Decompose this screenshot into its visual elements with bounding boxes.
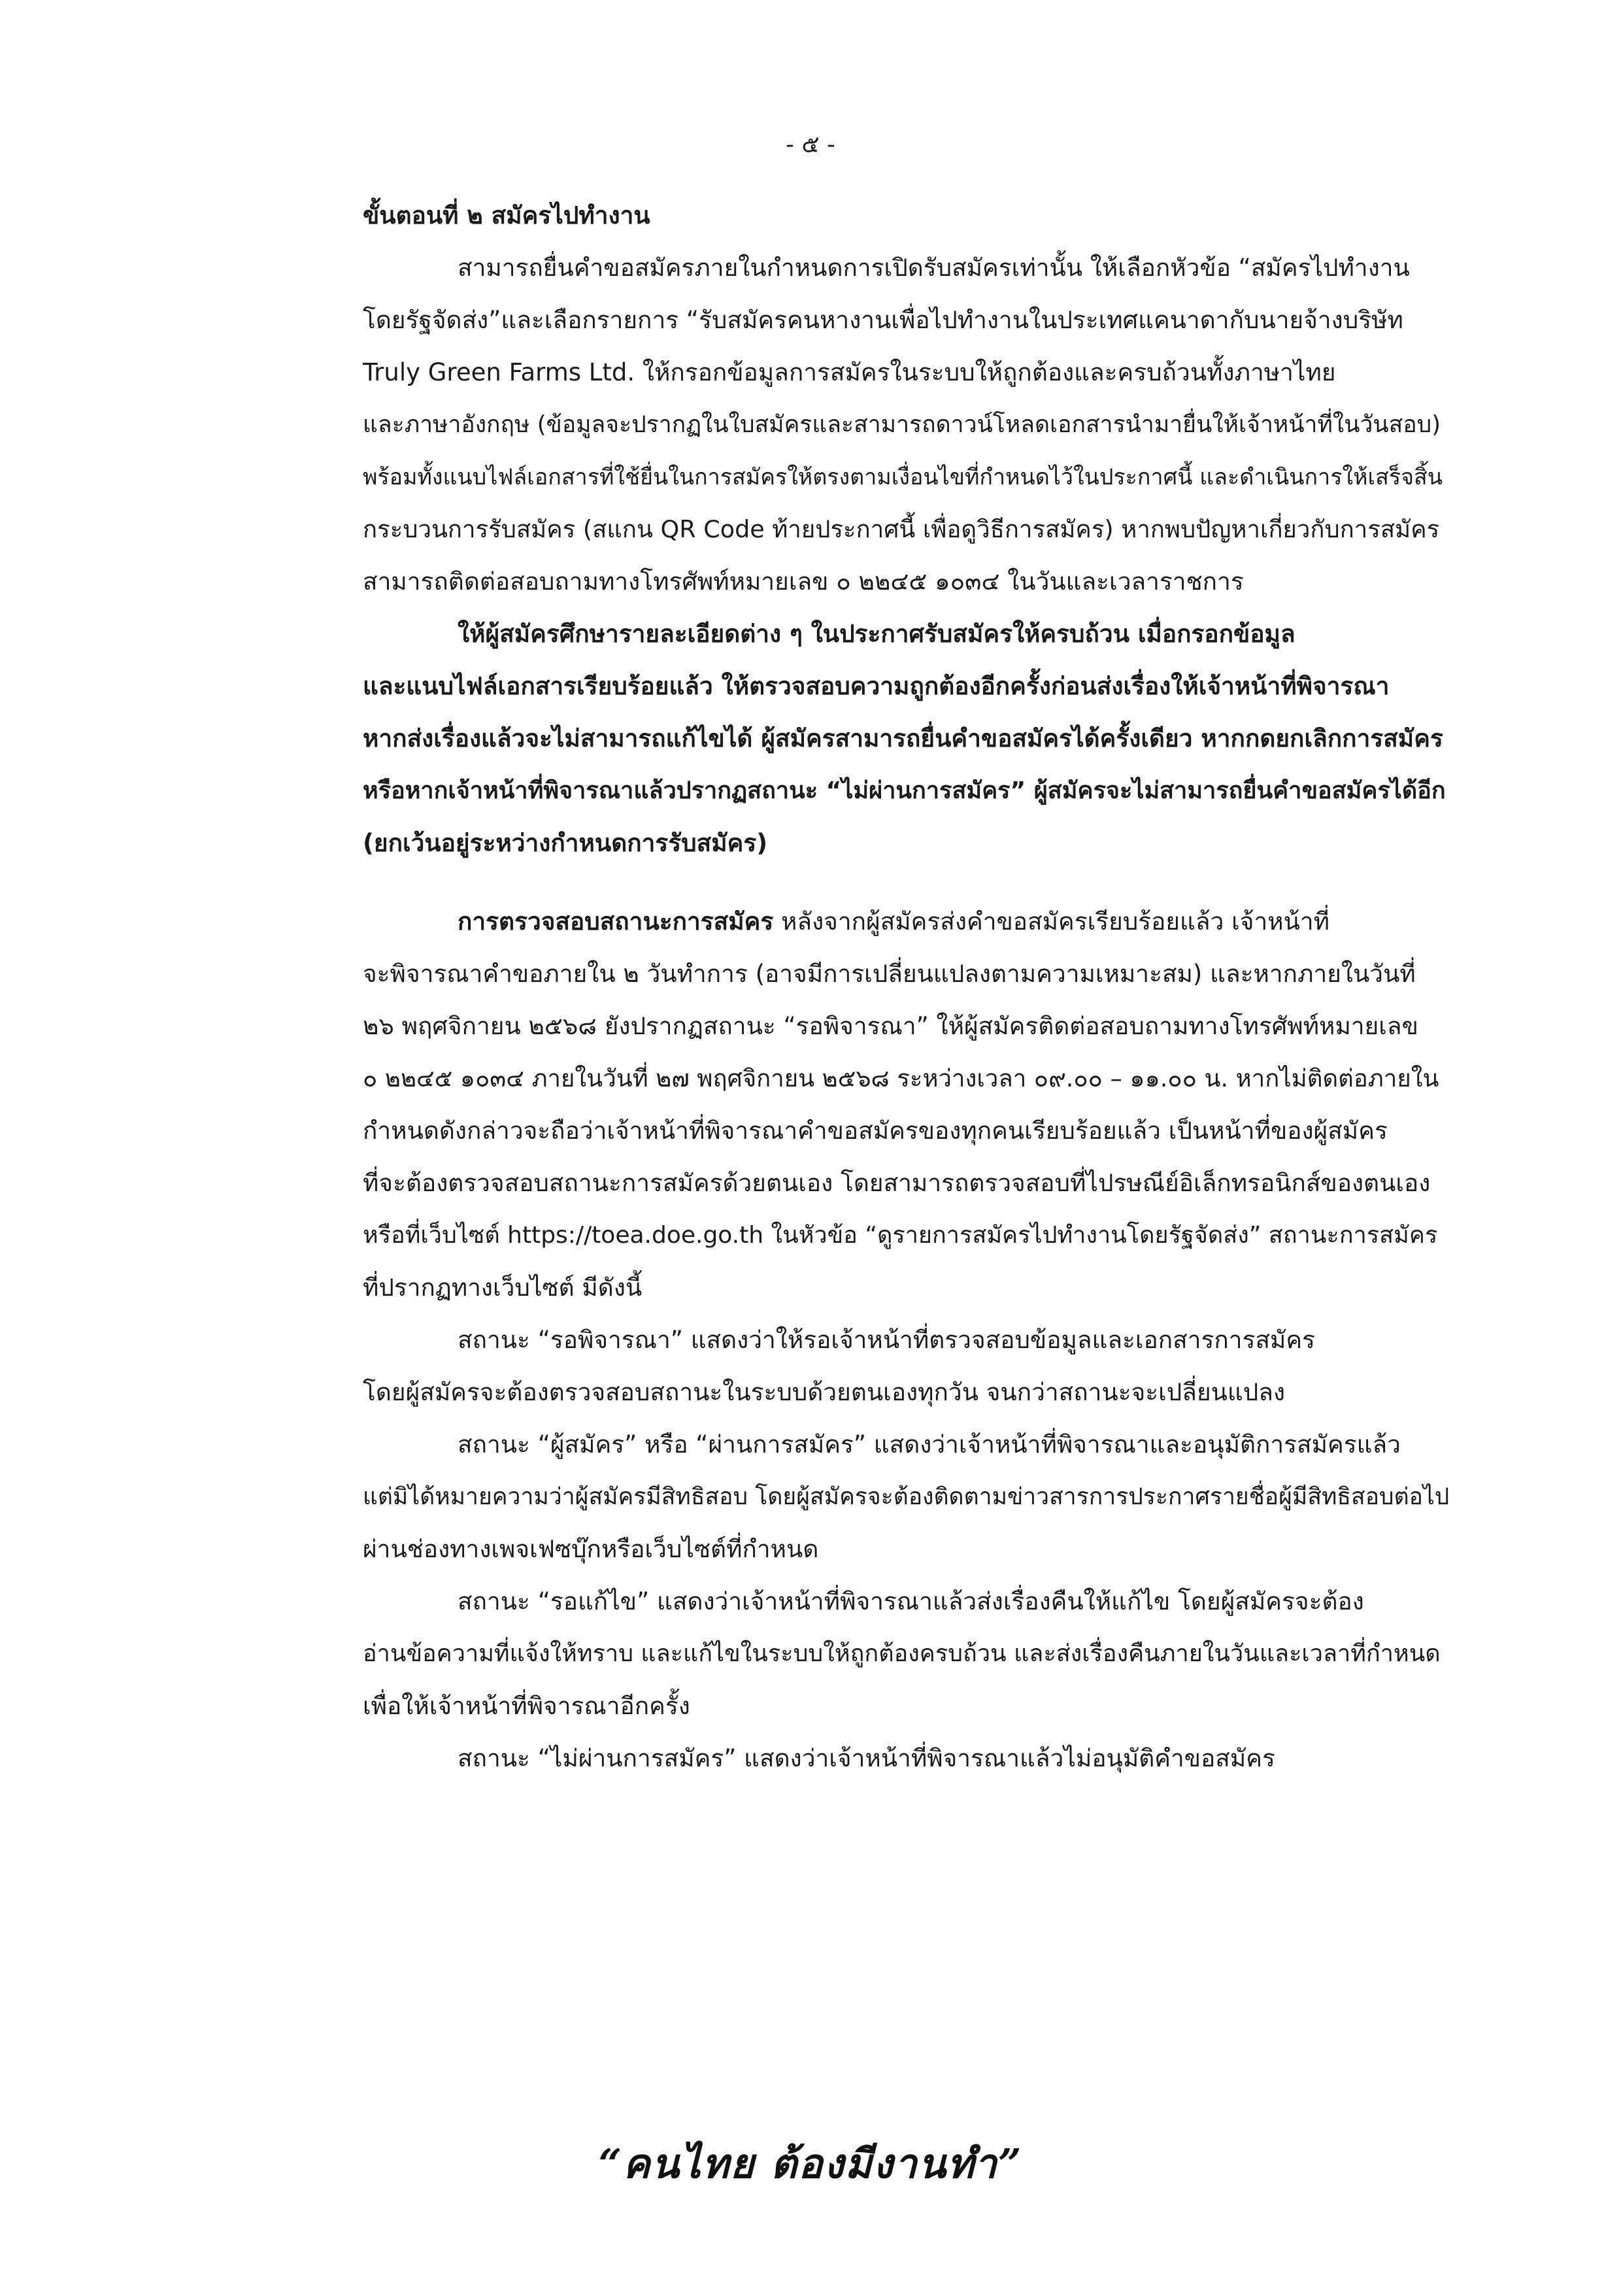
paragraph-line: สามารถติดต่อสอบถามทางโทรศัพท์หมายเลข ๐ ๒๒๔๕ ๑๐๓๔ ในวันและเวลาราชการ: [363, 567, 1244, 596]
status-pending: [363, 1321, 1451, 1425]
status-line: โดยผู้สมัครจะต้องตรวจสอบสถานะในระบบด้วยตนเองทุกวัน จนกว่าสถานะจะเปลี่ยนแปลง: [363, 1378, 1286, 1406]
status-line: อ่านข้อความที่แจ้งให้ทราบ และแก้ไขในระบบให้ถูกต้องครบถ้วน และส่งเรื่องคืนภายในวันและเวลาที่กำหนด: [363, 1640, 1441, 1667]
status-line: สถานะ “รอพิจารณา” แสดงว่าให้รอเจ้าหน้าที่ตรวจสอบข้อมูลและเอกสารการสมัคร: [458, 1326, 1316, 1354]
status-check-section: [363, 902, 1451, 1321]
warning-line: หรือหากเจ้าหน้าที่พิจารณาแล้วปรากฏสถานะ “ไม่ผ่านการสมัคร” ผู้สมัครจะไม่สามารถยื่นคำขอสมัครได้อีก: [363, 777, 1446, 804]
section-gap: [363, 876, 1451, 902]
paragraph-line: ที่จะต้องตรวจสอบสถานะการสมัครด้วยตนเอง โดยสามารถตรวจสอบที่ไปรษณีย์อิเล็กทรอนิกส์ของตนเอง: [363, 1169, 1431, 1197]
warning-line: หากส่งเรื่องแล้วจะไม่สามารถแก้ไขได้ ผู้สมัครสามารถยื่นคำขอสมัครได้ครั้งเดียว หากกดยกเลิกการสมัคร: [363, 724, 1443, 752]
page-number: - ๕ -: [785, 131, 836, 158]
paragraph-line: และภาษาอังกฤษ (ข้อมูลจะปรากฏในใบสมัครและสามารถดาวน์โหลดเอกสารนำมายื่นให้เจ้าหน้าที่ในวันสอบ): [363, 411, 1441, 438]
paragraph-line: Truly Green Farms Ltd. ให้กรอกข้อมูลการสมัครในระบบให้ถูกต้องและครบถ้วนทั้งภาษาไทย: [363, 358, 1336, 386]
status-check-first-line: [363, 902, 1451, 954]
paragraph-line: กระบวนการรับสมัคร (สแกน QR Code ท้ายประกาศนี้ เพื่อดูวิธีการสมัคร) หากพบปัญหาเกี่ยวกับการสมัคร: [363, 515, 1440, 543]
paragraph-line: พร้อมทั้งแนบไฟล์เอกสารที่ใช้ยื่นในการสมัครให้ตรงตามเงื่อนไขที่กำหนดไว้ในประกาศนี้ และดำเนินการให้เสร็จสิ้น: [363, 464, 1443, 490]
step-warning-paragraph: [363, 615, 1451, 876]
status-approved: [363, 1425, 1451, 1582]
paragraph-line: สามารถยื่นคำขอสมัครภายในกำหนดการเปิดรับสมัครเท่านั้น ให้เลือกหัวข้อ “สมัครไปทำงาน: [458, 254, 1410, 282]
paragraph-line: หรือที่เว็บไซต์ https://toea.doe.go.th ในหัวข้อ “ดูรายการสมัครไปทำงานโดยรัฐจัดส่ง” สถานะการสมัคร: [363, 1222, 1438, 1249]
step-paragraph-1: [363, 248, 1451, 615]
paragraph-line: กำหนดดังกล่าวจะถือว่าเจ้าหน้าที่พิจารณาคำขอสมัครของทุกคนเรียบร้อยแล้ว เป็นหน้าที่ของผู้สมัคร: [363, 1117, 1388, 1145]
warning-line: และแนบไฟล์เอกสารเรียบร้อยแล้ว ให้ตรวจสอบความถูกต้องอีกครั้งก่อนส่งเรื่องให้เจ้าหน้าที่พิจารณา: [363, 672, 1390, 700]
status-needs-correction: [363, 1582, 1451, 1739]
status-line: สถานะ “รอแก้ไข” แสดงว่าเจ้าหน้าที่พิจารณาแล้วส่งเรื่องคืนให้แก้ไข โดยผู้สมัครจะต้อง: [458, 1587, 1364, 1615]
status-rejected: [363, 1739, 1451, 1791]
warning-line: (ยกเว้นอยู่ระหว่างกำหนดการรับสมัคร): [363, 829, 768, 857]
warning-line: ให้ผู้สมัครศึกษารายละเอียดต่าง ๆ ในประกาศรับสมัครให้ครบถ้วน เมื่อกรอกข้อมูล: [458, 620, 1295, 648]
status-line: แต่มิได้หมายความว่าผู้สมัครมีสิทธิสอบ โดยผู้สมัครจะต้องติดตามข่าวสารการประกาศรายชื่อผู้มีสิทธิสอบต่อไป: [363, 1483, 1450, 1510]
status-check-heading: การตรวจสอบสถานะการสมัคร: [458, 907, 774, 936]
status-line: ผ่านช่องทางเพจเฟซบุ๊กหรือเว็บไซต์ที่กำหนด: [363, 1535, 819, 1563]
status-check-first-line-text: หลังจากผู้สมัครส่งคำขอสมัครเรียบร้อยแล้ว เจ้าหน้าที่: [773, 907, 1330, 936]
document-body: [363, 196, 1451, 1791]
status-line: สถานะ “ไม่ผ่านการสมัคร” แสดงว่าเจ้าหน้าที่พิจารณาแล้วไม่อนุมัติคำขอสมัคร: [458, 1744, 1275, 1772]
paragraph-line: โดยรัฐจัดส่ง”และเลือกรายการ “รับสมัครคนหางานเพื่อไปทำงานในประเทศแคนาดากับนายจ้างบริษัท: [363, 306, 1403, 334]
footer-slogan: “คนไทย ต้องมีงานทำ”: [598, 2140, 1023, 2187]
status-line: เพื่อให้เจ้าหน้าที่พิจารณาอีกครั้ง: [363, 1692, 690, 1720]
paragraph-line: จะพิจารณาคำขอภายใน ๒ วันทำการ (อาจมีการเปลี่ยนแปลงตามความเหมาะสม) และหากภายในวันที่: [363, 960, 1416, 988]
paragraph-line: ๒๖ พฤศจิกายน ๒๕๖๘ ยังปรากฏสถานะ “รอพิจารณา” ให้ผู้สมัครติดต่อสอบถามทางโทรศัพท์หมายเลข: [363, 1012, 1418, 1040]
step-heading: ขั้นตอนที่ ๒ สมัครไปทำงาน: [363, 201, 650, 229]
status-line: สถานะ “ผู้สมัคร” หรือ “ผ่านการสมัคร” แสดงว่าเจ้าหน้าที่พิจารณาและอนุมัติการสมัครแล้ว: [458, 1430, 1401, 1459]
paragraph-line: ที่ปรากฏทางเว็บไซต์ มีดังนี้: [363, 1274, 643, 1302]
paragraph-line: ๐ ๒๒๔๕ ๑๐๓๔ ภายในวันที่ ๒๗ พฤศจิกายน ๒๕๖๘ ระหว่างเวลา ๐๙.๐๐ – ๑๑.๐๐ น. หากไม่ติดต่อภายใน: [363, 1064, 1439, 1092]
